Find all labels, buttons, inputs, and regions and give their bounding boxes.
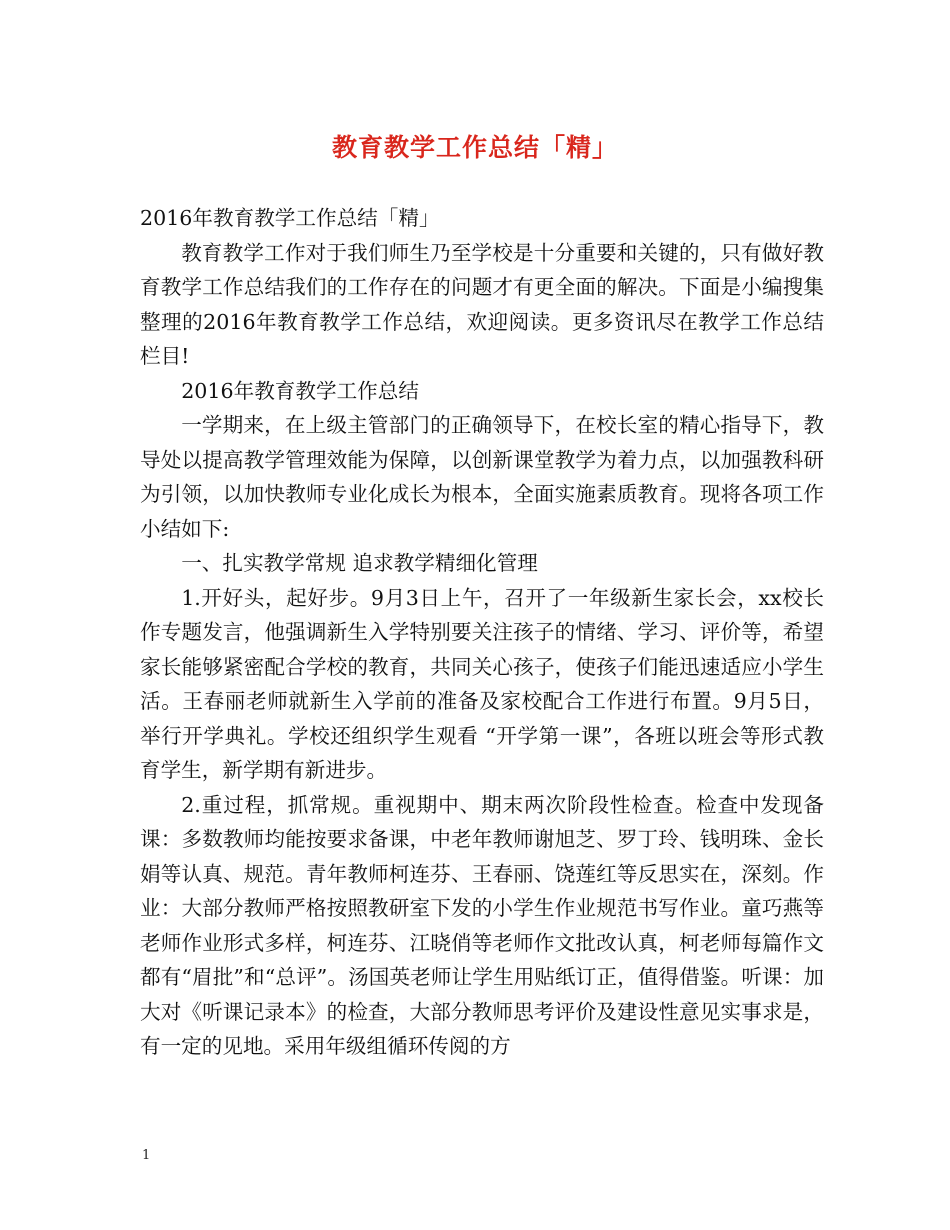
paragraph-heading: 2016年教育教学工作总结 [181,378,419,403]
document-body [140,201,824,1064]
paragraph-overview: 一学期来，在上级主管部门的正确领导下，在校长室的精心指导下，教导处以提高教学管理效能为保障，以创新课堂教学为着力点，以加强教科研为引领，以加快教师专业化成长为根本，全面实施素质教育。现将各项工作小结如下: [140,413,824,541]
paragraph-intro: 教育教学工作对于我们师生乃至学校是十分重要和关键的，只有做好教育教学工作总结我们的工作存在的问题才有更全面的解决。下面是小编搜集整理的2016年教育教学工作总结，欢迎阅读。更多资讯尽在教学工作总结栏目! [140,240,824,368]
paragraph-item-1: 1.开好头，起好步。9月3日上午，召开了一年级新生家长会，xx校长作专题发言，他强调新生入学特别要关注孩子的情绪、学习、评价等，希望家长能够紧密配合学校的教育，共同关心孩子，使孩子们能迅速适应小学生活。王春丽老师就新生入学前的准备及家校配合工作进行布置。9月5日，举行开学典礼。学校还组织学生观看 “开学第一课”，各班以班会等形式教育学生，新学期有新进步。 [140,585,824,782]
paragraph-item-2: 2.重过程，抓常规。重视期中、期末两次阶段性检查。检查中发现备课：多数教师均能按要求备课，中老年教师谢旭芝、罗丁玲、钱明珠、金长娟等认真、规范。青年教师柯连芬、王春丽、饶莲红等反思实在，深刻。作业：大部分教师严格按照教研室下发的小学生作业规范书写作业。童巧燕等老师作业形式多样，柯连芬、江晓俏等老师作文批改认真，柯老师每篇作文都有“眉批”和“总评”。汤国英老师让学生用贴纸订正，值得借鉴。听课：加大对《听课记录本》的检查，大部分教师思考评价及建设性意见实事求是，有一定的见地。采用年级组循环传阅的方 [140,792,824,1058]
page-number: 1 [142,1148,151,1163]
document-title: 教育教学工作总结「精」 [331,133,618,162]
paragraph-subtitle: 2016年教育教学工作总结「精」 [140,206,440,230]
section-heading-1: 一、扎实教学常规 追求教学精细化管理 [181,551,538,575]
